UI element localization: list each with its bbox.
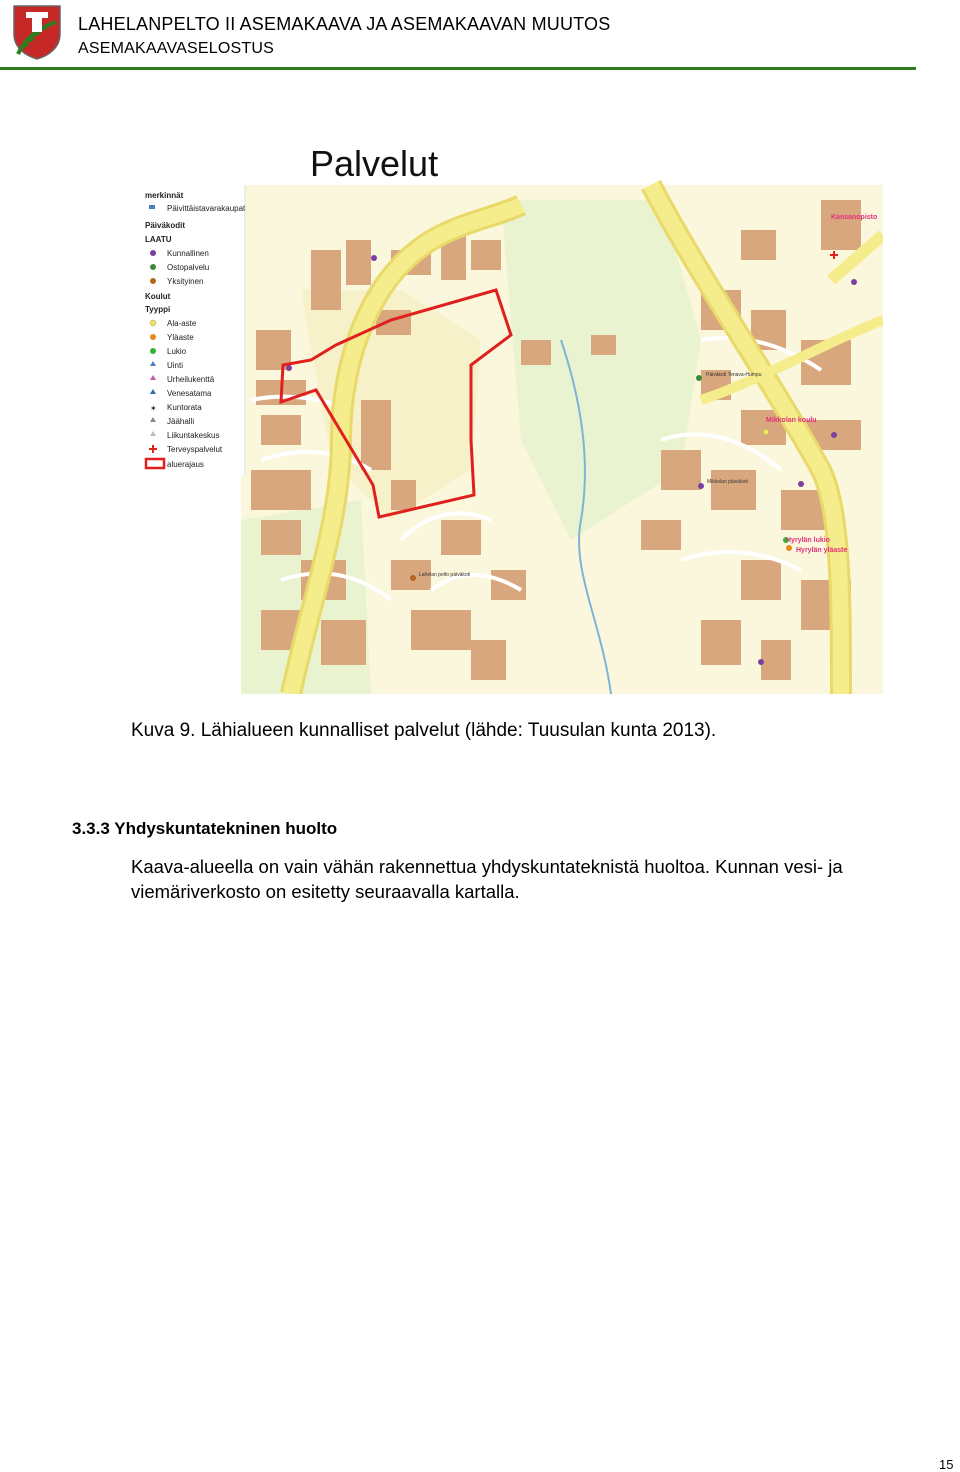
legend-item: Päivittäistavarakaupat xyxy=(167,204,246,213)
section-paragraph xyxy=(131,854,959,904)
page-number: 15 xyxy=(939,1457,954,1472)
legend-item: Terveyspalvelut xyxy=(167,445,223,454)
header-subtitle: ASEMAKAAVASELOSTUS xyxy=(78,40,274,57)
legend-item: Yksityinen xyxy=(167,277,204,286)
map-label: Mikkolan päiväkoti xyxy=(707,479,748,485)
legend-item: Venesatama xyxy=(167,389,212,398)
map-title: Palvelut xyxy=(310,143,439,184)
legend-item: Lukio xyxy=(167,347,187,356)
legend-item: Ala-aste xyxy=(167,319,197,328)
legend-item: Tyyppi xyxy=(145,305,171,314)
legend-item: Jäähalli xyxy=(167,417,195,426)
map-label: Kansanopisto xyxy=(831,214,878,221)
municipal-crest-icon xyxy=(12,4,62,60)
legend-item: aluerajaus xyxy=(167,460,204,469)
legend-item: Urheilukenttä xyxy=(167,375,215,384)
paragraph-line: Kaava-alueella on vain vähän rakennettua yhdyskuntateknistä huoltoa. Kunnan vesi- ja xyxy=(131,856,843,877)
figure-caption: Kuva 9. Lähialueen kunnalliset palvelut (lähde: Tuusulan kunta 2013). xyxy=(131,720,717,741)
map-label: Lahelan pelto päiväkoti xyxy=(419,572,471,578)
svg-text:✶: ✶ xyxy=(150,404,157,413)
legend-item: Kunnallinen xyxy=(167,249,209,258)
header-divider xyxy=(0,67,916,70)
legend-item: Yläaste xyxy=(167,333,194,342)
map-label: Hyrylän lukio xyxy=(786,537,830,544)
section-heading: 3.3.3 Yhdyskuntatekninen huolto xyxy=(72,819,338,838)
map-label: Hyrylän yläaste xyxy=(796,547,848,554)
legend-item: Uinti xyxy=(167,361,184,370)
map-label: Mikkolan koulu xyxy=(766,417,817,424)
map-image xyxy=(141,140,883,694)
legend-item: Ostopalvelu xyxy=(167,263,210,272)
paragraph-line: viemäriverkosto on esitetty seuraavalla kartalla. xyxy=(131,881,520,902)
legend-item: Koulut xyxy=(145,292,171,301)
legend-heading: merkinnät xyxy=(145,191,184,200)
legend-item: Liikuntakeskus xyxy=(167,431,220,440)
header-title: LAHELANPELTO II ASEMAKAAVA JA ASEMAKAAVAN MUUTOS xyxy=(78,14,611,34)
page-header xyxy=(0,0,960,72)
legend-item: Kuntorata xyxy=(167,403,202,412)
legend-item: Päiväkodit xyxy=(145,221,186,230)
map-label: Päiväkoti Tenava-Humpu xyxy=(706,372,762,378)
legend-item: LAATU xyxy=(145,235,172,244)
services-map xyxy=(141,140,883,694)
